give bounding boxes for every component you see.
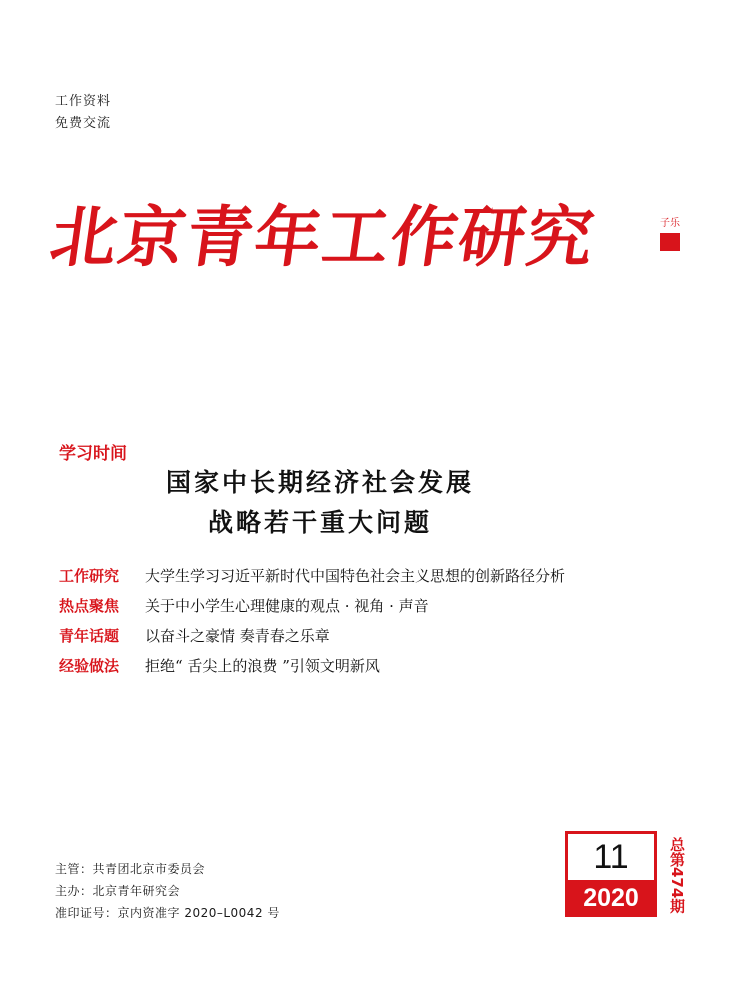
issue-year: 2020 [568,880,654,917]
feature-headline [100,463,540,543]
headline-line-2: 战略若干重大问题 [207,508,432,537]
publisher-info [55,858,280,924]
publisher-sponsor: 主办：北京青年研究会 [55,884,181,898]
contents-item [59,655,679,685]
contents-item [59,565,679,595]
contents-item [59,595,679,625]
contents-category: 工作研究 [59,567,120,585]
contents-list [59,565,679,685]
issue-total: 总第474期 [668,836,686,914]
seal-stamp-icon [660,233,680,251]
contents-category: 青年话题 [59,627,120,645]
note-work-material: 工作资料 [55,94,112,109]
contents-category: 热点聚焦 [59,597,120,615]
publisher-supervisor: 主管：共青团北京市委员会 [55,862,206,876]
top-notes [55,91,111,135]
contents-item [59,625,679,655]
feature-tag: 学习时间 [59,444,127,464]
signature-text: 子乐 [660,218,680,229]
contents-title: 关于中小学生心理健康的观点 · 视角 · 声音 [145,597,429,615]
headline-line-1: 国家中长期经济社会发展 [165,468,474,497]
contents-category: 经验做法 [59,657,120,675]
issue-number: 11 [593,837,629,876]
contents-title: 大学生学习习近平新时代中国特色社会主义思想的创新路径分析 [145,567,566,585]
masthead-title: 北京青年工作研究 [45,197,601,276]
contents-title: 以奋斗之豪情 奏青春之乐章 [145,627,330,645]
contents-title: 拒绝“ 舌尖上的浪费 ”引领文明新风 [145,657,380,675]
masthead-signature [660,218,690,251]
issue-box [565,831,657,917]
publisher-license: 准印证号：京内资准字 2020–L0042 号 [55,906,280,920]
note-free-exchange: 免费交流 [55,116,112,131]
